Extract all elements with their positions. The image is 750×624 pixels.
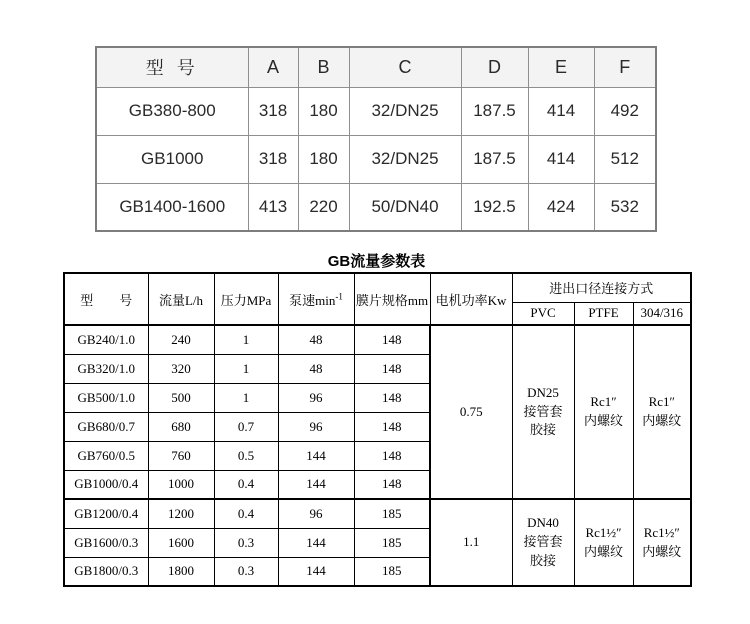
speed-cell: 144 bbox=[278, 441, 354, 470]
dim-header-a: A bbox=[248, 47, 298, 87]
table-row bbox=[64, 499, 691, 528]
flow-header-pvc: PVC bbox=[512, 302, 574, 325]
speed-cell: 48 bbox=[278, 325, 354, 354]
pressure-cell: 1 bbox=[214, 325, 278, 354]
flow-header-ptfe: PTFE bbox=[574, 302, 633, 325]
pvc-line: 胶接 bbox=[529, 422, 556, 438]
pressure-cell: 0.4 bbox=[214, 499, 278, 528]
value-cell: 492 bbox=[594, 87, 656, 135]
flow-cell: 1000 bbox=[148, 470, 214, 499]
model-cell: GB1800/0.3 bbox=[64, 557, 148, 586]
flow-header-diaphragm: 膜片规格mm bbox=[354, 273, 430, 325]
pressure-cell: 1 bbox=[214, 354, 278, 383]
speed-cell: 144 bbox=[278, 528, 354, 557]
dim-header-c: C bbox=[349, 47, 461, 87]
stainless-connection-merged-cell bbox=[633, 325, 691, 499]
flow-cell: 1200 bbox=[148, 499, 214, 528]
pvc-line: 胶接 bbox=[529, 552, 556, 568]
model-cell: GB1400-1600 bbox=[96, 183, 248, 231]
pvc-line: DN40 bbox=[527, 515, 559, 531]
stainless-line: 内螺纹 bbox=[642, 543, 682, 559]
dim-header-model: 型 号 bbox=[96, 47, 248, 87]
speed-cell: 144 bbox=[278, 470, 354, 499]
dim-header-b: B bbox=[298, 47, 349, 87]
flow-header-pump-speed bbox=[278, 273, 354, 325]
table-row bbox=[64, 325, 691, 354]
pressure-cell: 1 bbox=[214, 383, 278, 412]
flow-header-flow: 流量L/h bbox=[148, 273, 214, 325]
value-cell: 180 bbox=[298, 135, 349, 183]
ptfe-line: Rc1″ bbox=[590, 394, 617, 410]
table-row bbox=[96, 87, 656, 135]
dim-header-d: D bbox=[461, 47, 528, 87]
pvc-connection-merged-cell bbox=[512, 325, 574, 499]
stainless-line: Rc1″ bbox=[648, 394, 675, 410]
model-cell: GB1000/0.4 bbox=[64, 470, 148, 499]
dimension-table-header-row bbox=[96, 47, 656, 87]
pvc-line: 接管套 bbox=[523, 534, 563, 550]
flow-cell: 1800 bbox=[148, 557, 214, 586]
speed-cell: 96 bbox=[278, 412, 354, 441]
pvc-line: DN25 bbox=[527, 384, 559, 400]
value-cell: 220 bbox=[298, 183, 349, 231]
flow-header-connection-group: 进出口径连接方式 bbox=[512, 273, 691, 302]
speed-cell: 96 bbox=[278, 499, 354, 528]
pressure-cell: 0.3 bbox=[214, 557, 278, 586]
flow-header-row-1 bbox=[64, 273, 691, 302]
model-cell: GB320/1.0 bbox=[64, 354, 148, 383]
flow-cell: 760 bbox=[148, 441, 214, 470]
value-cell: 512 bbox=[594, 135, 656, 183]
stainless-line: 内螺纹 bbox=[642, 413, 682, 428]
value-cell: 32/DN25 bbox=[349, 87, 461, 135]
diaphragm-cell: 148 bbox=[354, 470, 430, 499]
flow-header-motor-power: 电机功率Kw bbox=[430, 273, 512, 325]
diaphragm-cell: 148 bbox=[354, 354, 430, 383]
model-cell: GB1000 bbox=[96, 135, 248, 183]
table-row bbox=[96, 183, 656, 231]
speed-cell: 144 bbox=[278, 557, 354, 586]
ptfe-line: 内螺纹 bbox=[583, 543, 623, 559]
value-cell: 180 bbox=[298, 87, 349, 135]
ptfe-connection-merged-cell bbox=[574, 499, 633, 586]
speed-cell: 48 bbox=[278, 354, 354, 383]
value-cell: 50/DN40 bbox=[349, 183, 461, 231]
flow-table-title: GB流量参数表 bbox=[327, 253, 426, 270]
ptfe-line: Rc1½″ bbox=[585, 524, 622, 540]
flow-cell: 500 bbox=[148, 383, 214, 412]
model-cell: GB500/1.0 bbox=[64, 383, 148, 412]
flow-header-model: 型 号 bbox=[64, 273, 148, 325]
flow-cell: 320 bbox=[148, 354, 214, 383]
model-cell: GB760/0.5 bbox=[64, 441, 148, 470]
speed-cell: 96 bbox=[278, 383, 354, 412]
motor-power-merged-cell: 0.75 bbox=[430, 325, 512, 499]
value-cell: 413 bbox=[248, 183, 298, 231]
flow-cell: 1600 bbox=[148, 528, 214, 557]
pvc-line: 接管套 bbox=[523, 403, 563, 419]
table-row bbox=[96, 135, 656, 183]
stainless-line: Rc1½″ bbox=[643, 524, 680, 540]
dim-header-e: E bbox=[528, 47, 594, 87]
diaphragm-cell: 185 bbox=[354, 557, 430, 586]
value-cell: 318 bbox=[248, 135, 298, 183]
stainless-connection-merged-cell bbox=[633, 499, 691, 586]
dimension-table bbox=[95, 46, 657, 232]
pump-speed-exponent: -1 bbox=[335, 291, 343, 302]
ptfe-connection-merged-cell bbox=[574, 325, 633, 499]
flow-header-pressure: 压力MPa bbox=[214, 273, 278, 325]
diaphragm-cell: 148 bbox=[354, 412, 430, 441]
diaphragm-cell: 185 bbox=[354, 528, 430, 557]
diaphragm-cell: 148 bbox=[354, 383, 430, 412]
pressure-cell: 0.4 bbox=[214, 470, 278, 499]
pressure-cell: 0.5 bbox=[214, 441, 278, 470]
ptfe-line: 内螺纹 bbox=[583, 413, 623, 428]
model-cell: GB380-800 bbox=[96, 87, 248, 135]
value-cell: 424 bbox=[528, 183, 594, 231]
pvc-connection-merged-cell bbox=[512, 499, 574, 586]
value-cell: 532 bbox=[594, 183, 656, 231]
value-cell: 318 bbox=[248, 87, 298, 135]
value-cell: 187.5 bbox=[461, 87, 528, 135]
model-cell: GB680/0.7 bbox=[64, 412, 148, 441]
diaphragm-cell: 185 bbox=[354, 499, 430, 528]
flow-cell: 240 bbox=[148, 325, 214, 354]
value-cell: 192.5 bbox=[461, 183, 528, 231]
value-cell: 414 bbox=[528, 135, 594, 183]
pump-speed-base: 泵速min bbox=[289, 292, 336, 308]
pressure-cell: 0.3 bbox=[214, 528, 278, 557]
pressure-cell: 0.7 bbox=[214, 412, 278, 441]
flow-cell: 680 bbox=[148, 412, 214, 441]
value-cell: 187.5 bbox=[461, 135, 528, 183]
diaphragm-cell: 148 bbox=[354, 325, 430, 354]
flow-parameter-table bbox=[63, 272, 692, 587]
flow-header-stainless: 304/316 bbox=[633, 302, 691, 325]
model-cell: GB240/1.0 bbox=[64, 325, 148, 354]
diaphragm-cell: 148 bbox=[354, 441, 430, 470]
value-cell: 414 bbox=[528, 87, 594, 135]
motor-power-merged-cell: 1.1 bbox=[430, 499, 512, 586]
model-cell: GB1600/0.3 bbox=[64, 528, 148, 557]
model-cell: GB1200/0.4 bbox=[64, 499, 148, 528]
dim-header-f: F bbox=[594, 47, 656, 87]
value-cell: 32/DN25 bbox=[349, 135, 461, 183]
